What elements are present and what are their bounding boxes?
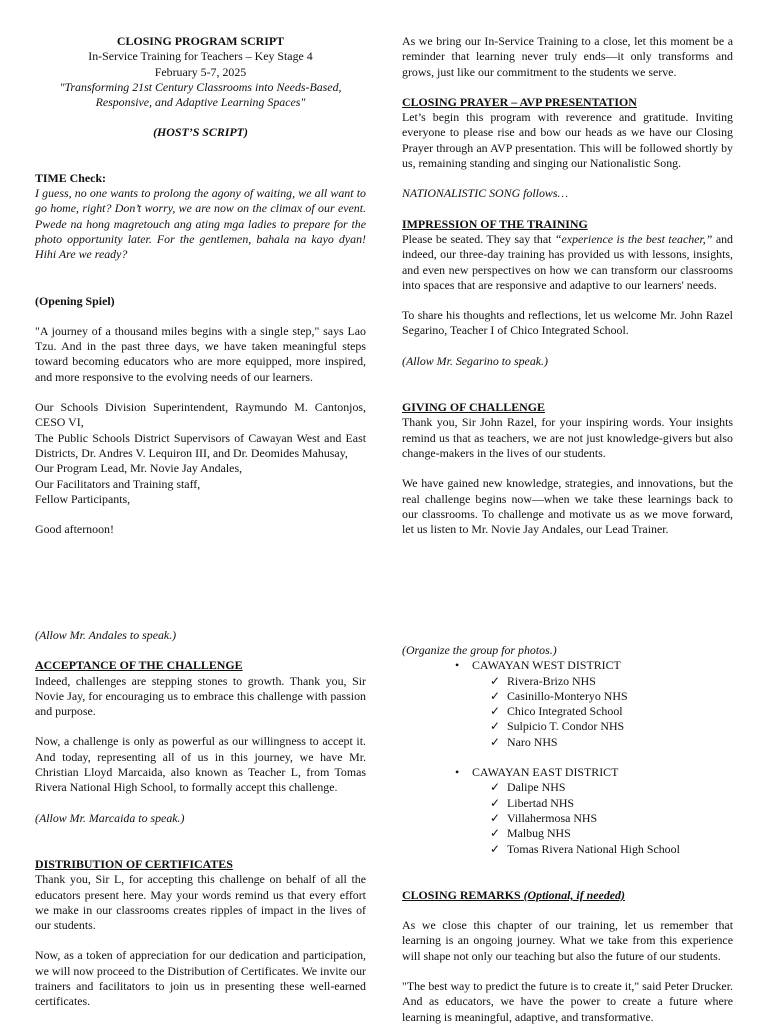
check-icon: ✓ xyxy=(490,780,500,795)
school-item xyxy=(490,826,733,841)
school-item xyxy=(490,780,733,795)
ack-program-lead: Our Program Lead, Mr. Novie Jay Andales, xyxy=(35,461,243,476)
challenge-heading: GIVING OF CHALLENGE xyxy=(402,400,545,415)
acceptance-heading: ACCEPTANCE OF THE CHALLENGE xyxy=(35,658,243,673)
hosts-script-label: (HOST’S SCRIPT) xyxy=(153,125,248,140)
impression-p1-start: Please be seated. They say that xyxy=(402,231,555,246)
distribution-heading: DISTRIBUTION OF CERTIFICATES xyxy=(35,856,233,871)
school-item xyxy=(490,841,733,857)
check-icon: ✓ xyxy=(490,673,500,688)
greeting: Good afternoon! xyxy=(35,522,114,537)
closing-intro: As we bring our In-Service Training to a close, let this moment be a reminder that learning never truly ends—it only transforms and grows, just like our commitment to the students we serve. xyxy=(402,34,733,79)
left-column-top xyxy=(35,34,366,537)
time-check-text: I guess, no one wants to prolong the agony of waiting, we all want to go home, right? Don’t worry, we are now on the climax of our event. Pwede na hong magretouch ang ating mga ladies to prepare for the photo opportunity later. For the gentlemen, bahala na kayo dyan! Hihi Are we ready? xyxy=(35,186,366,262)
closing-remarks-title: CLOSING REMARKS xyxy=(402,887,521,902)
allow-andales-note: (Allow Mr. Andales to speak.) xyxy=(35,628,177,642)
opening-spiel-heading: (Opening Spiel) xyxy=(35,293,115,308)
allow-marcaida-note: (Allow Mr. Marcaida to speak.) xyxy=(35,810,185,825)
impression-p2: To share his thoughts and reflections, let us welcome Mr. John Razel Segarino, Teacher I of Chico Integrated School. xyxy=(402,308,733,338)
school-name: Rivera-Brizo NHS xyxy=(507,673,596,688)
school-item xyxy=(490,719,733,734)
school-item xyxy=(490,795,733,811)
check-icon: ✓ xyxy=(490,719,500,734)
school-list-east xyxy=(472,780,733,856)
photos-note: (Organize the group for photos.) xyxy=(402,643,557,657)
document-title: CLOSING PROGRAM SCRIPT xyxy=(116,34,285,48)
distribution-p1: Thank you, Sir L, for accepting this challenge on behalf of all the educators present here. May your words remind us that every effort we make in our classrooms creates ripples of impact in the lives of our students. xyxy=(35,872,366,933)
district-item-west xyxy=(472,658,733,750)
impression-p1 xyxy=(402,232,733,293)
check-icon: ✓ xyxy=(490,795,500,810)
ack-facilitators: Our Facilitators and Training staff, xyxy=(35,476,201,491)
training-name: In-Service Training for Teachers – Key Stage 4 xyxy=(88,49,313,64)
check-icon: ✓ xyxy=(490,810,500,825)
acceptance-p2: Now, a challenge is only as powerful as our willingness to accept it. And today, representing all of us in this journey, we have Mr. Christian Lloyd Marcaida, also known as Teacher L, from Tomas Rivera National High School, to formally accept this challenge. xyxy=(35,734,366,795)
challenge-p2: We have gained new knowledge, strategies, and innovations, but the real challenge begins now—when we take these learnings back to our classrooms. To challenge and motivate us as we move forward, let us listen to Mr. Novie Jay Andales, our Lead Trainer. xyxy=(402,476,733,537)
check-icon: ✓ xyxy=(490,704,500,719)
ack-supervisors: The Public Schools District Supervisors of Cawayan West and East Districts, Dr. Andres V. Lequiron III, and Dr. Deomides Mahusay, xyxy=(35,430,366,460)
school-list-west xyxy=(472,674,733,750)
check-icon: ✓ xyxy=(490,841,500,856)
school-name: Dalipe NHS xyxy=(507,780,566,795)
ack-participants: Fellow Participants, xyxy=(35,491,131,506)
school-name: Sulpicio T. Condor NHS xyxy=(507,719,625,734)
school-item xyxy=(490,688,733,704)
training-dates: February 5-7, 2025 xyxy=(154,64,247,79)
school-item xyxy=(490,734,733,750)
school-name: Libertad NHS xyxy=(507,795,575,810)
school-name: Casinillo-Monteryo NHS xyxy=(507,688,628,703)
district-name: CAWAYAN EAST DISTRICT xyxy=(472,765,619,780)
training-theme-line-1: "Transforming 21st Century Classrooms into Needs-Based, xyxy=(59,79,342,94)
district-item-east xyxy=(472,765,733,857)
impression-heading: IMPRESSION OF THE TRAINING xyxy=(402,216,588,231)
prayer-text: Let’s begin this program with reverence and gratitude. Inviting everyone to please rise and bow our heads as we have our Closing Prayer through an AVP presentation. This will be followed shortly by us, remaining standing and singing our Nationalistic Song. xyxy=(402,110,733,171)
school-name: Villahermosa NHS xyxy=(507,810,598,825)
nationalistic-song-note: NATIONALISTIC SONG follows… xyxy=(402,186,569,201)
distribution-p2: Now, as a token of appreciation for our dedication and participation, we will now proceed to the Distribution of Certificates. We invite our trainers and facilitators to join us in presenting these well-earned certificates. xyxy=(35,948,366,1009)
acknowledgements xyxy=(35,400,366,507)
school-item xyxy=(490,704,733,719)
right-column-bottom xyxy=(402,643,733,1025)
prayer-heading: CLOSING PRAYER – AVP PRESENTATION xyxy=(402,94,637,109)
challenge-p1: Thank you, Sir John Razel, for your inspiring words. Your insights remind us that as teachers, we are not just knowledge-givers but also change-makers in the lives of our students. xyxy=(402,415,733,460)
impression-quote: “experience is the best teacher,” xyxy=(554,231,713,246)
check-icon: ✓ xyxy=(490,826,500,841)
closing-remarks-p1: As we close this chapter of our training, let us remember that learning is an ongoing journey. What we take from this experience will shape not only our teaching but also the future of our students. xyxy=(402,918,733,963)
closing-remarks-optional: (Optional, if needed) xyxy=(523,887,625,902)
closing-remarks-heading xyxy=(402,888,733,903)
training-theme-line-2: Responsive, and Adaptive Learning Spaces" xyxy=(95,95,306,110)
school-name: Naro NHS xyxy=(507,734,558,749)
ack-superintendent: Our Schools Division Superintendent, Raymundo M. Cantonjos, CESO VI, xyxy=(35,400,366,430)
school-name: Tomas Rivera National High School xyxy=(507,841,680,856)
time-check-heading: TIME Check: xyxy=(35,170,107,185)
allow-segarino-note: (Allow Mr. Segarino to speak.) xyxy=(402,353,548,368)
acceptance-p1: Indeed, challenges are stepping stones to growth. Thank you, Sir Novie Jay, for encouraging us to embrace this challenge with passion and purpose. xyxy=(35,673,366,719)
school-name: Chico Integrated School xyxy=(507,704,623,719)
left-column-bottom xyxy=(35,628,366,1010)
check-icon: ✓ xyxy=(490,688,500,703)
school-item xyxy=(490,673,733,689)
check-icon: ✓ xyxy=(490,734,500,749)
district-list xyxy=(402,658,733,857)
school-name: Malbug NHS xyxy=(507,826,571,841)
closing-remarks-p2: "The best way to predict the future is to create it," said Peter Drucker. And as educators, we have the power to create a future where learning is meaningful, adaptive, and transformative. xyxy=(402,979,733,1024)
school-item xyxy=(490,810,733,826)
district-name: CAWAYAN WEST DISTRICT xyxy=(472,658,621,673)
opening-quote: "A journey of a thousand miles begins with a single step," says Lao Tzu. And in the past three days, we have taken meaningful steps toward becoming educators who are more equipped, more inspired, and more responsive to the evolving needs of our learners. xyxy=(35,323,366,384)
impression-p1-end: and indeed, our three-day training has provided us with lessons, insights, and even new perspectives on how we can transform our classrooms into spaces that are responsive and adaptive to our learners' needs. xyxy=(402,231,733,292)
right-column-top xyxy=(402,34,733,537)
